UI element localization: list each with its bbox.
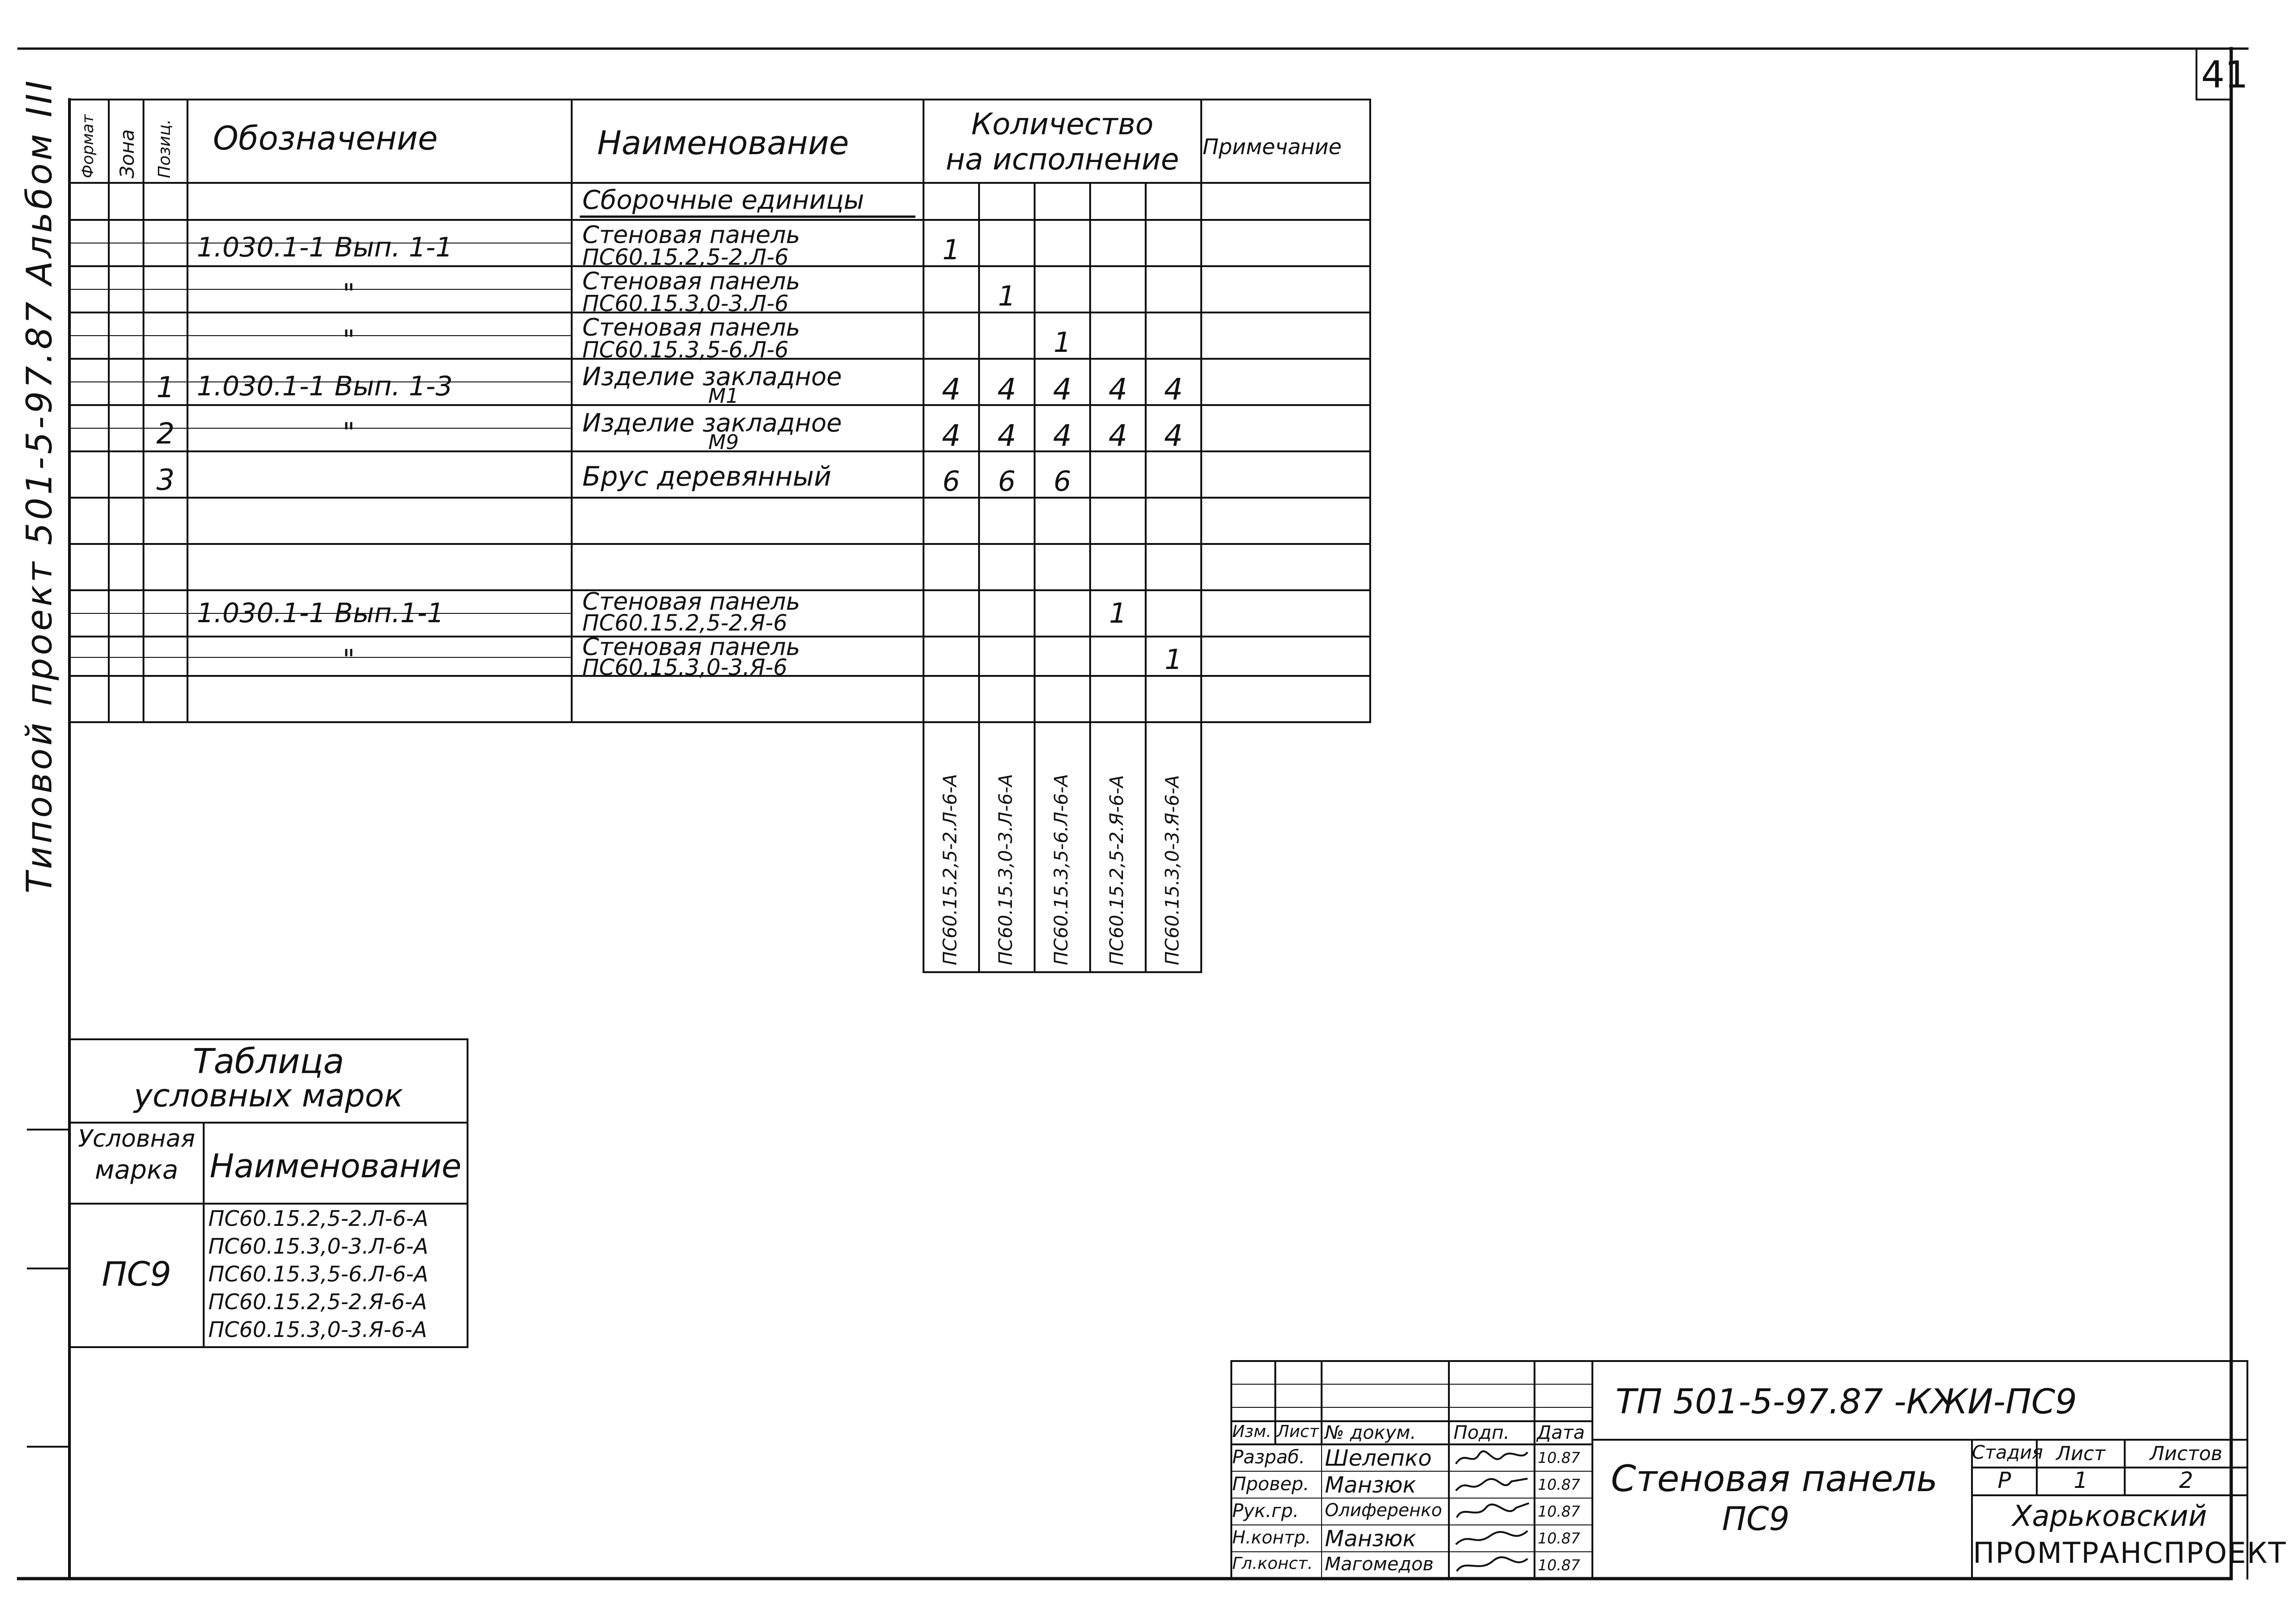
stage-label: Стадия — [1972, 1442, 2043, 1463]
row-4-qty-5: 4 — [1164, 373, 1183, 407]
row-1-name-line2: ПС60.15.2,5-2.Л-6 — [582, 244, 789, 270]
row-4-name-line1: Изделие закладное — [582, 362, 842, 391]
row-10-name-line1: Стеновая панель — [582, 633, 800, 661]
tb-header-sign: Подп. — [1454, 1422, 1510, 1443]
row-2-name-line1: Стеновая панель — [582, 268, 800, 295]
variant-label-4: ПС60.15.2,5-2.Я-6-А — [1106, 775, 1128, 965]
row-5-qty-4: 4 — [1108, 419, 1128, 453]
sheet-value: 1 — [2073, 1468, 2088, 1493]
row-2-qty-2: 1 — [998, 280, 1016, 312]
row-4-qty-1: 4 — [942, 373, 961, 407]
row-6-position: 3 — [156, 463, 175, 497]
row-3-qty-3: 1 — [1053, 326, 1072, 359]
tb-header-izm: Изм. — [1232, 1422, 1272, 1441]
marks-name-1: ПС60.15.2,5-2.Л-6-А — [208, 1206, 429, 1231]
row-9-name-line1: Стеновая панель — [582, 588, 800, 616]
tb-header-list: Лист — [1277, 1422, 1319, 1441]
sheets-value: 2 — [2179, 1468, 2193, 1493]
row-1-designation: 1.030.1-1 Вып. 1-1 — [197, 231, 453, 263]
row-6-qty-1: 6 — [942, 465, 961, 498]
row-5-position: 2 — [156, 417, 175, 450]
row-9-qty-4: 1 — [1109, 597, 1127, 630]
row-3-designation: " — [343, 324, 355, 356]
row-5-qty-2: 4 — [997, 419, 1017, 453]
tb-date-1: 10.87 — [1538, 1449, 1580, 1467]
header-zone: Зона — [116, 129, 138, 178]
row-5-designation: " — [343, 417, 355, 448]
marks-title-line2: условных марок — [134, 1078, 403, 1114]
tb-role-1: Разраб. — [1232, 1447, 1305, 1468]
tb-date-5: 10.87 — [1538, 1556, 1580, 1574]
section-title: Сборочные единицы — [582, 185, 864, 215]
variant-label-2: ПС60.15.3,0-3.Л-6-А — [995, 774, 1017, 965]
header-position: Позиц. — [155, 119, 174, 178]
row-3-name-line1: Стеновая панель — [582, 314, 800, 342]
doc-title-line2: ПС9 — [1722, 1500, 1790, 1538]
marks-col2: Наименование — [210, 1147, 462, 1185]
tb-role-2: Провер. — [1232, 1474, 1310, 1495]
row-2-name-line2: ПС60.15.3,0-3.Л-6 — [582, 291, 789, 317]
row-4-name-line2: М1 — [708, 384, 739, 408]
tb-name-4: Манзюк — [1325, 1526, 1416, 1552]
row-4-designation: 1.030.1-1 Вып. 1-3 — [197, 370, 453, 402]
row-4-qty-2: 4 — [997, 373, 1017, 407]
row-10-qty-5: 1 — [1164, 643, 1183, 676]
row-2-designation: " — [343, 278, 355, 309]
marks-name-3: ПС60.15.3,5-6.Л-6-А — [208, 1262, 429, 1287]
header-quantity-line2: на исполнение — [945, 143, 1179, 177]
variant-label-1: ПС60.15.2,5-2.Л-6-А — [940, 774, 961, 965]
row-5-name-line2: М9 — [708, 431, 739, 454]
row-6-qty-2: 6 — [998, 465, 1016, 498]
marks-mark: ПС9 — [101, 1255, 172, 1293]
variant-label-5: ПС60.15.3,0-3.Я-6-А — [1162, 775, 1183, 965]
row-5-qty-1: 4 — [942, 419, 961, 453]
header-quantity-line1: Количество — [971, 107, 1154, 142]
marks-name-4: ПС60.15.2,5-2.Я-6-А — [208, 1289, 427, 1314]
header-format: Формат — [79, 114, 97, 178]
row-6-qty-3: 6 — [1053, 465, 1072, 498]
tb-name-2: Манзюк — [1325, 1472, 1416, 1498]
row-10-name-line2: ПС60.15.3,0-3.Я-6 — [582, 655, 787, 681]
tb-header-date: Дата — [1537, 1422, 1585, 1443]
row-9-designation: 1.030.1-1 Вып.1-1 — [197, 597, 444, 629]
marks-title-line1: Таблица — [193, 1042, 344, 1081]
row-4-qty-3: 4 — [1053, 373, 1072, 407]
marks-col1-line2: марка — [94, 1155, 179, 1185]
tb-name-1: Шелепко — [1325, 1445, 1432, 1471]
sheet-label: Лист — [2056, 1442, 2106, 1465]
page-number: 41 — [2201, 53, 2248, 96]
row-10-designation: " — [343, 643, 355, 675]
row-4-position: 1 — [156, 370, 175, 404]
organization-line2: ПРОМТРАНСПРОЕКТ — [1973, 1536, 2287, 1570]
tb-date-4: 10.87 — [1538, 1530, 1580, 1547]
row-9-name-line2: ПС60.15.2,5-2.Я-6 — [582, 610, 787, 636]
doc-title-line1: Стеновая панель — [1611, 1458, 1938, 1500]
organization-line1: Харьковский — [2012, 1499, 2207, 1533]
header-name: Наименование — [597, 124, 849, 162]
sheets-label: Листов — [2150, 1442, 2222, 1465]
marks-col1-line1: Условная — [78, 1125, 195, 1153]
marks-name-5: ПС60.15.3,0-3.Я-6-А — [208, 1317, 427, 1342]
tb-role-3: Рук.гр. — [1232, 1500, 1299, 1522]
side-caption: Типовой проект 501-5-97.87 Альбом III — [19, 78, 60, 893]
document-code: ТП 501-5-97.87 -КЖИ-ПС9 — [1616, 1382, 2077, 1422]
row-1-qty-1: 1 — [942, 234, 961, 266]
signatures-image — [1451, 1445, 1532, 1578]
tb-date-3: 10.87 — [1538, 1503, 1580, 1520]
tb-date-2: 10.87 — [1538, 1476, 1580, 1493]
tb-header-doc: № докум. — [1325, 1422, 1416, 1443]
row-6-name-line1: Брус деревянный — [582, 461, 831, 492]
tb-role-4: Н.контр. — [1232, 1527, 1311, 1548]
tb-role-5: Гл.конст. — [1232, 1554, 1313, 1573]
variant-label-3: ПС60.15.3,5-6.Л-6-А — [1051, 774, 1072, 965]
tb-name-3: Олиференко — [1325, 1500, 1442, 1520]
marks-name-2: ПС60.15.3,0-3.Л-6-А — [208, 1234, 429, 1259]
tb-name-5: Магомедов — [1325, 1554, 1434, 1575]
stage-value: Р — [1997, 1468, 2011, 1493]
header-designation: Обозначение — [213, 119, 438, 157]
row-3-name-line2: ПС60.15.3,5-6.Л-6 — [582, 337, 789, 363]
header-note: Примечание — [1203, 134, 1342, 159]
row-5-qty-5: 4 — [1164, 419, 1183, 453]
row-5-qty-3: 4 — [1053, 419, 1072, 453]
row-4-qty-4: 4 — [1108, 373, 1128, 407]
row-5-name-line1: Изделие закладное — [582, 408, 842, 437]
row-1-name-line1: Стеновая панель — [582, 221, 800, 249]
